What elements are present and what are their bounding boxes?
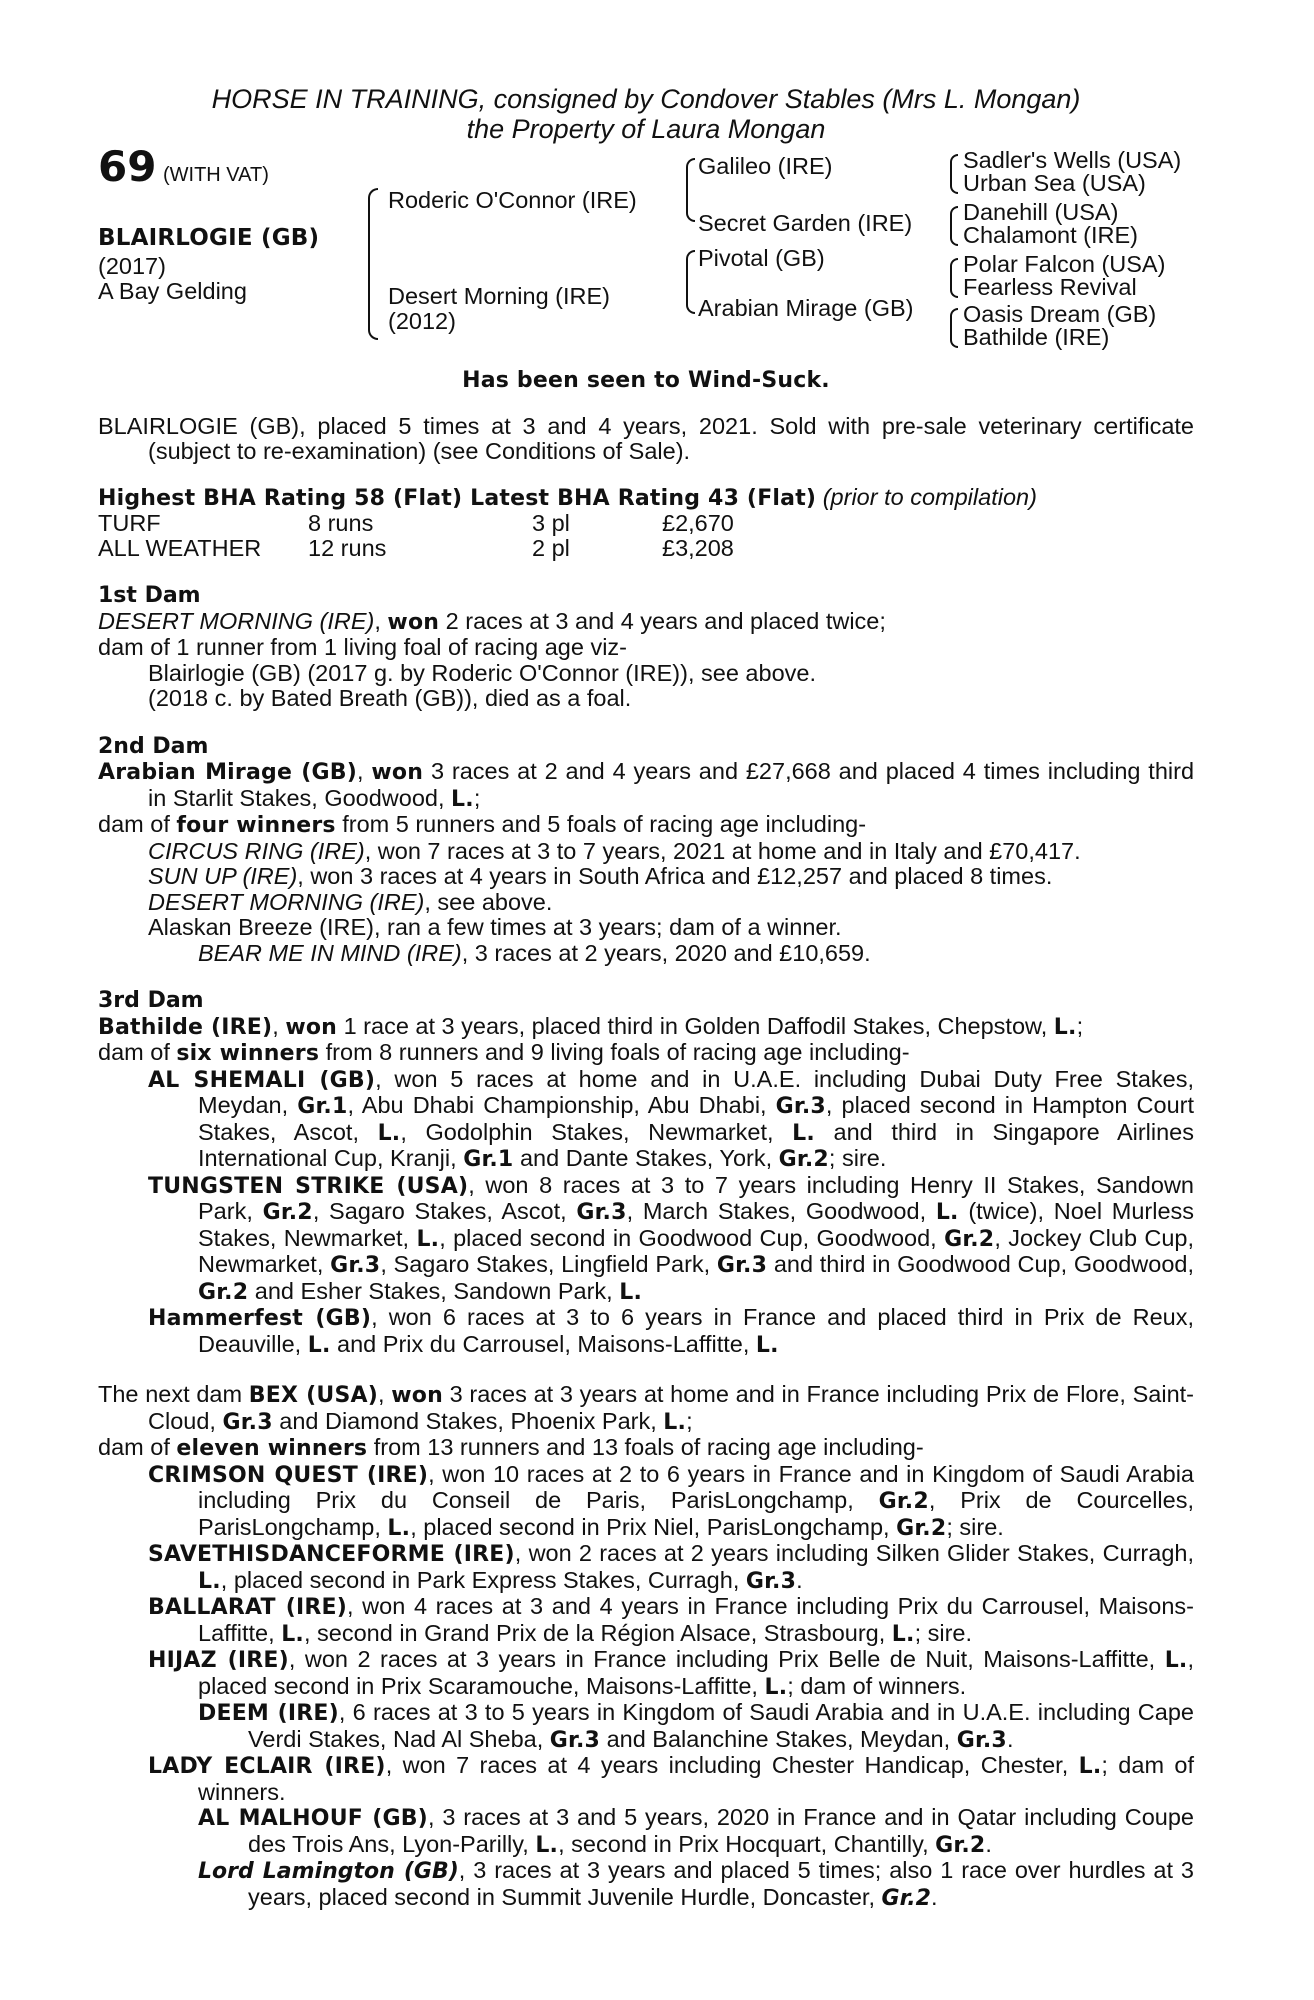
produce-text: , placed second in Goodwood Cup, Goodwood,: [439, 1224, 937, 1251]
produce-item: AL MALHOUF (GB), 3 races at 3 and 5 years, 2020 in France and in Qatar including Coupe des Trois Ans, Lyon-Parilly, L., second in Prix Hocquart, Chantilly, Gr.2.: [198, 1804, 1194, 1858]
sire-dam: Secret Garden (IRE): [698, 210, 913, 236]
produce-item: SAVETHISDANCEFORME (IRE), won 2 races at 2 years including Silken Glider Stakes, Curragh, L., placed second in Park Express Stakes, Curragh, Gr.3.: [148, 1540, 1194, 1594]
first-dam-record: DESERT MORNING (IRE), won 2 races at 3 and 4 years and placed twice;: [98, 607, 886, 635]
won-label: won: [387, 609, 440, 635]
ss-parents-brace: [950, 154, 958, 194]
produce-name: DEEM (IRE): [198, 1701, 339, 1726]
produce-text: , Godolphin Stakes, Newmarket,: [400, 1118, 774, 1145]
produce-item: Lord Lamington (GB), 3 races at 3 years and placed 5 times; also 1 race over hurdles at 3 years, placed second in Summit Juvenile Hurdle, Doncaster, Gr.2.: [198, 1857, 1194, 1911]
produce-name: SUN UP (IRE): [148, 863, 298, 889]
produce-text: , won 6 races at 3 to 6 years in France and placed third in Prix de Reux, Deauville,: [198, 1304, 1194, 1357]
third-dam-heading: 3rd Dam: [98, 988, 204, 1013]
produce-text: , won 7 races at 3 to 7 years, 2021 at home and in Italy and £70,417.: [364, 837, 1081, 864]
pedigree-block: [98, 142, 1194, 358]
produce-name: TUNGSTEN STRIKE (USA): [148, 1173, 469, 1199]
sire-name: Roderic O'Connor (IRE): [388, 187, 637, 213]
listed-mark: L.: [451, 786, 474, 812]
produce-text: , placed second in Hampton Court Stakes, Ascot,: [198, 1092, 1195, 1145]
lot-number: 69: [98, 142, 157, 191]
produce-text: , won 10 races at 2 to 6 years in France and in Kingdom of Saudi Arabia including Prix du Conseil de Paris, ParisLongchamp,: [198, 1460, 1194, 1513]
winners-count: six winners: [176, 1041, 320, 1066]
dam-dam: Arabian Mirage (GB): [698, 295, 914, 321]
produce-text: ; sire.: [946, 1513, 1004, 1540]
group-mark: Gr.2: [944, 1226, 995, 1252]
third-dam-text: 1 race at 3 years, placed third in Golden Daffodil Stakes, Chepstow,: [343, 1012, 1048, 1039]
table-row: [98, 511, 734, 536]
produce-item: [98, 890, 1194, 916]
catalogue-page: [98, 84, 1194, 1911]
produce-text: , 6 races at 3 to 5 years in Kingdom of Saudi Arabia and in U.A.E. including Cape Verdi Stakes, Nad Al Sheba,: [248, 1699, 1194, 1752]
rating-bold: Highest BHA Rating 58 (Flat) Latest BHA Rating 43 (Flat): [98, 485, 817, 511]
sire-parents-brace: [686, 158, 695, 222]
produce-text: and Balanchine Stakes, Meydan,: [606, 1725, 951, 1752]
group-mark: Gr.2: [778, 1147, 829, 1172]
page-header: [98, 84, 1194, 144]
produce-text: , Prix de Courcelles, ParisLongchamp,: [198, 1487, 1194, 1540]
third-dam-name: Bathilde (IRE): [98, 1014, 273, 1040]
won-label: won: [391, 1383, 443, 1408]
ss-sire: Sadler's Wells (USA): [963, 147, 1182, 173]
record-money: £2,670: [662, 510, 734, 536]
produce-prefix: dam of: [98, 1434, 170, 1460]
header-property: the Property of Laura Mongan: [466, 114, 826, 144]
third-dam-record: Bathilde (IRE), won 1 race at 3 years, placed third in Golden Daffodil Stakes, Chepstow, L.;: [98, 1012, 1084, 1040]
sd-sire: Danehill (USA): [963, 199, 1119, 225]
produce-name: AL SHEMALI (GB): [148, 1067, 376, 1093]
produce-text: , won 7 races at 4 years including Chester Handicap, Chester,: [385, 1752, 1069, 1778]
won-label: won: [371, 760, 424, 785]
produce-item: [98, 839, 1194, 865]
listed-mark: L.: [1078, 1754, 1102, 1779]
produce-text: , March Stakes, Goodwood,: [626, 1198, 927, 1224]
lot-number-line: [98, 142, 269, 191]
dam-name: Desert Morning (IRE): [388, 283, 610, 309]
next-dam-text: 3 races at 3 years at home and in France including Prix de Flore, Saint-Cloud,: [148, 1381, 1194, 1434]
record-runs: 12 runs: [308, 535, 387, 561]
listed-mark: L.: [281, 1621, 304, 1647]
produce-suffix: from 13 runners and 13 foals of racing age including-: [373, 1434, 924, 1460]
second-dam-record: Arabian Mirage (GB), won 3 races at 2 and 4 years and £27,668 and placed 4 times including third in Starlit Stakes, Goodwood, L.;: [98, 758, 1195, 812]
group-mark: Gr.3: [775, 1094, 826, 1119]
dd-parents-brace: [950, 308, 958, 348]
produce-text: , won 2 races at 2 years including Silken Glider Stakes, Curragh,: [514, 1540, 1194, 1566]
produce-name: BEAR ME IN MIND (IRE): [198, 939, 462, 966]
produce-name: BALLARAT (IRE): [148, 1595, 347, 1620]
produce-text: ; dam of winners.: [198, 1752, 1195, 1805]
produce-name: AL MALHOUF (GB): [198, 1806, 428, 1831]
ss-dam: Urban Sea (USA): [963, 170, 1146, 196]
produce-name: DESERT MORNING (IRE): [148, 888, 425, 915]
produce-text: and Prix du Carrousel, Maisons-Laffitte,: [337, 1330, 750, 1357]
group-mark: Gr.2: [896, 1515, 947, 1541]
produce-text: ; dam of winners.: [787, 1672, 967, 1699]
listed-mark: L.: [1164, 1648, 1188, 1673]
produce-item: [98, 1173, 1194, 1306]
produce-suffix: from 8 runners and 9 living foals of racing age including-: [325, 1039, 910, 1065]
produce-text: , second in Prix Hocquart, Chantilly,: [558, 1830, 929, 1857]
produce-item: Alaskan Breeze (IRE), ran a few times at 3 years; dam of a winner.: [148, 914, 842, 940]
listed-mark: L.: [764, 1674, 788, 1700]
listed-mark: L.: [663, 1409, 687, 1435]
listed-mark: L.: [935, 1200, 959, 1225]
listed-mark: L.: [535, 1832, 559, 1858]
produce-text: , won 5 races at home and in U.A.E. including Dubai Duty Free Stakes, Meydan,: [198, 1065, 1194, 1118]
dd-sire: Oasis Dream (GB): [963, 301, 1157, 327]
group-mark: Gr.3: [222, 1409, 273, 1435]
produce-prefix: dam of: [98, 1039, 170, 1065]
second-dam-text: 3 races at 2 and 4 years and £27,668 and placed 4 times including third in Starlit Stakes, Goodwood,: [148, 758, 1195, 811]
produce-name: Hammerfest (GB): [148, 1306, 372, 1331]
produce-item: Blairlogie (GB) (2017 g. by Roderic O'Connor (IRE)), see above.: [148, 659, 816, 686]
produce-text: , placed second in Park Express Stakes, Curragh,: [220, 1566, 740, 1593]
group-mark: Gr.2: [878, 1489, 929, 1514]
group-mark: Gr.2: [262, 1200, 313, 1225]
produce-text: (twice), Noel Murless Stakes, Newmarket,: [198, 1198, 1195, 1251]
group-mark: Gr.3: [716, 1253, 768, 1278]
produce-text: , won 4 races at 3 and 4 years in France including Prix du Carrousel, Maisons-Laffitte,: [198, 1593, 1194, 1646]
produce-text: , placed second in Prix Niel, ParisLongchamp,: [410, 1513, 890, 1540]
second-dam-produce: [98, 812, 1194, 839]
produce-text: , second in Grand Prix de la Région Alsace, Strasbourg,: [303, 1619, 886, 1646]
produce-name: LADY ECLAIR (IRE): [148, 1754, 386, 1779]
group-mark: Gr.2: [198, 1279, 249, 1305]
produce-text: and third in Goodwood Cup, Goodwood,: [773, 1251, 1195, 1277]
produce-name: SAVETHISDANCEFORME (IRE): [148, 1542, 515, 1567]
first-dam-produce: dam of 1 runner from 1 living foal of racing age viz-: [98, 634, 628, 660]
produce-text: , 3 races at 2 years, 2020 and £10,659.: [461, 939, 871, 966]
produce-text: , won 3 races at 4 years in South Africa and £12,257 and placed 8 times.: [297, 863, 1053, 889]
record-surface: ALL WEATHER: [98, 535, 262, 561]
produce-item: [98, 1305, 1194, 1358]
table-row: [98, 536, 734, 561]
dd-dam: Bathilde (IRE): [963, 324, 1110, 350]
record-runs: 8 runs: [308, 510, 374, 536]
produce-text: , Sagaro Stakes, Lingfield Park,: [380, 1251, 711, 1277]
group-mark: Gr.1: [297, 1094, 348, 1119]
group-mark: Gr.3: [576, 1200, 627, 1225]
dam-sire: Pivotal (GB): [698, 245, 825, 271]
produce-text: , won 2 races at 3 years in France including Prix Belle de Nuit, Maisons-Laffitte,: [288, 1646, 1156, 1672]
produce-item: [98, 1594, 1194, 1647]
ds-sire: Polar Falcon (USA): [963, 251, 1166, 277]
first-dam-heading: 1st Dam: [98, 583, 201, 608]
horse-name: BLAIRLOGIE (GB): [98, 225, 320, 251]
produce-item: [98, 941, 1194, 967]
produce-name: HIJAZ (IRE): [148, 1648, 289, 1673]
sd-dam: Chalamont (IRE): [963, 222, 1138, 248]
sire-dam-brace: [368, 188, 378, 340]
produce-item: [98, 1067, 1194, 1173]
won-label: won: [285, 1014, 338, 1040]
next-dam-name: BEX (USA): [248, 1383, 378, 1408]
listed-mark: L.: [792, 1120, 815, 1146]
produce-text: , Sagaro Stakes, Ascot,: [312, 1198, 567, 1224]
record-surface: TURF: [98, 510, 161, 536]
listed-mark: L.: [377, 1120, 401, 1146]
third-dam-produce: [98, 1040, 1194, 1067]
next-dam-produce: [98, 1435, 1194, 1462]
next-dam-record: The next dam BEX (USA), won 3 races at 3 years at home and in France including Prix de Flore, Saint-Cloud, Gr.3 and Diamond Stakes, Phoenix Park, L.;: [98, 1381, 1194, 1435]
produce-name: Lord Lamington (GB): [198, 1859, 459, 1884]
group-mark: Gr.2: [935, 1832, 986, 1858]
listed-mark: L.: [307, 1332, 331, 1358]
listed-mark: L.: [1053, 1014, 1077, 1040]
ds-dam: Fearless Revival: [963, 274, 1137, 300]
produce-item: [98, 1462, 1194, 1542]
produce-text: , won 8 races at 3 to 7 years including Henry II Stakes, Sandown Park,: [198, 1171, 1194, 1224]
header-consignor: HORSE IN TRAINING, consigned by Condover Stables (Mrs L. Mongan): [211, 84, 1081, 114]
group-mark: Gr.3: [745, 1568, 797, 1594]
produce-name: CIRCUS RING (IRE): [148, 837, 365, 864]
first-dam-text: 2 races at 3 and 4 years and placed twice;: [445, 607, 886, 634]
group-mark: Gr.2: [881, 1885, 931, 1911]
winners-count: eleven winners: [176, 1436, 368, 1461]
group-mark: Gr.3: [330, 1253, 381, 1278]
listed-mark: L.: [891, 1621, 915, 1647]
dam-year: (2012): [388, 308, 456, 334]
produce-suffix: from 5 runners and 5 foals of racing age including-: [342, 811, 867, 837]
race-record-table: [98, 511, 734, 561]
listed-mark: L.: [387, 1515, 411, 1541]
produce-text: , placed second in Prix Scaramouche, Maisons-Laffitte,: [198, 1646, 1194, 1699]
record-money: £3,208: [662, 535, 734, 561]
produce-text: , 3 races at 3 and 5 years, 2020 in France and in Qatar including Coupe des Trois Ans, Lyon-Parilly,: [248, 1804, 1194, 1857]
produce-prefix: dam of: [98, 811, 170, 837]
rating-note: (prior to compilation): [822, 483, 1037, 510]
sd-parents-brace: [950, 206, 958, 246]
produce-text: and Dante Stakes, York,: [519, 1145, 773, 1171]
dam-parents-brace: [686, 250, 695, 314]
group-mark: Gr.3: [956, 1727, 1007, 1753]
second-dam-name: Arabian Mirage (GB): [98, 760, 358, 785]
first-dam-name: DESERT MORNING (IRE): [98, 607, 375, 634]
listed-mark: L.: [198, 1568, 221, 1594]
produce-name: CRIMSON QUEST (IRE): [148, 1462, 429, 1488]
windsuck-notice: Has been seen to Wind-Suck.: [462, 368, 830, 393]
horse-description: A Bay Gelding: [98, 278, 247, 304]
produce-text: and Esher Stakes, Sandown Park,: [254, 1277, 613, 1304]
produce-text: ; sire.: [914, 1619, 973, 1646]
produce-text: , Abu Dhabi Championship, Abu Dhabi,: [347, 1092, 767, 1118]
listed-mark: L.: [619, 1279, 643, 1305]
produce-text: , 3 races at 3 years and placed 5 times; also 1 race over hurdles at 3 years, placed second in Summit Juvenile Hurdle, Doncaster,: [248, 1857, 1194, 1910]
horse-year: (2017): [98, 253, 166, 279]
rating-line: [98, 485, 1194, 512]
horse-summary: BLAIRLOGIE (GB), placed 5 times at 3 and 4 years, 2021. Sold with pre-sale veterinary certificate (subject to re-examination) (see Conditions of Sale).: [98, 412, 1194, 464]
next-dam-text: and Diamond Stakes, Phoenix Park,: [279, 1407, 657, 1434]
next-dam-intro: The next dam: [98, 1381, 243, 1407]
produce-text: , Jockey Club Cup, Newmarket,: [198, 1224, 1195, 1277]
produce-text: , see above.: [424, 888, 553, 915]
record-placed: 3 pl: [532, 510, 570, 536]
produce-text: and third in Singapore Airlines International Cup, Kranji,: [198, 1118, 1194, 1171]
listed-mark: L.: [416, 1226, 440, 1252]
second-dam-heading: 2nd Dam: [98, 733, 209, 759]
produce-item: [98, 864, 1194, 890]
produce-item: (2018 c. by Bated Breath (GB)), died as a foal.: [148, 685, 632, 711]
group-mark: Gr.1: [463, 1147, 514, 1172]
produce-item: DEEM (IRE), 6 races at 3 to 5 years in Kingdom of Saudi Arabia and in U.A.E. including Cape Verdi Stakes, Nad Al Sheba, Gr.3 and Balanchine Stakes, Meydan, Gr.3.: [198, 1699, 1194, 1753]
sire-sire: Galileo (IRE): [698, 153, 833, 179]
group-mark: Gr.3: [549, 1727, 601, 1753]
produce-text: ; sire.: [828, 1145, 887, 1171]
produce-item: [98, 1753, 1194, 1805]
produce-item: [98, 1647, 1194, 1700]
vat-label: (WITH VAT): [162, 164, 269, 186]
winners-count: four winners: [176, 813, 336, 838]
listed-mark: L.: [755, 1332, 779, 1358]
ds-parents-brace: [950, 258, 958, 298]
record-placed: 2 pl: [532, 535, 570, 561]
